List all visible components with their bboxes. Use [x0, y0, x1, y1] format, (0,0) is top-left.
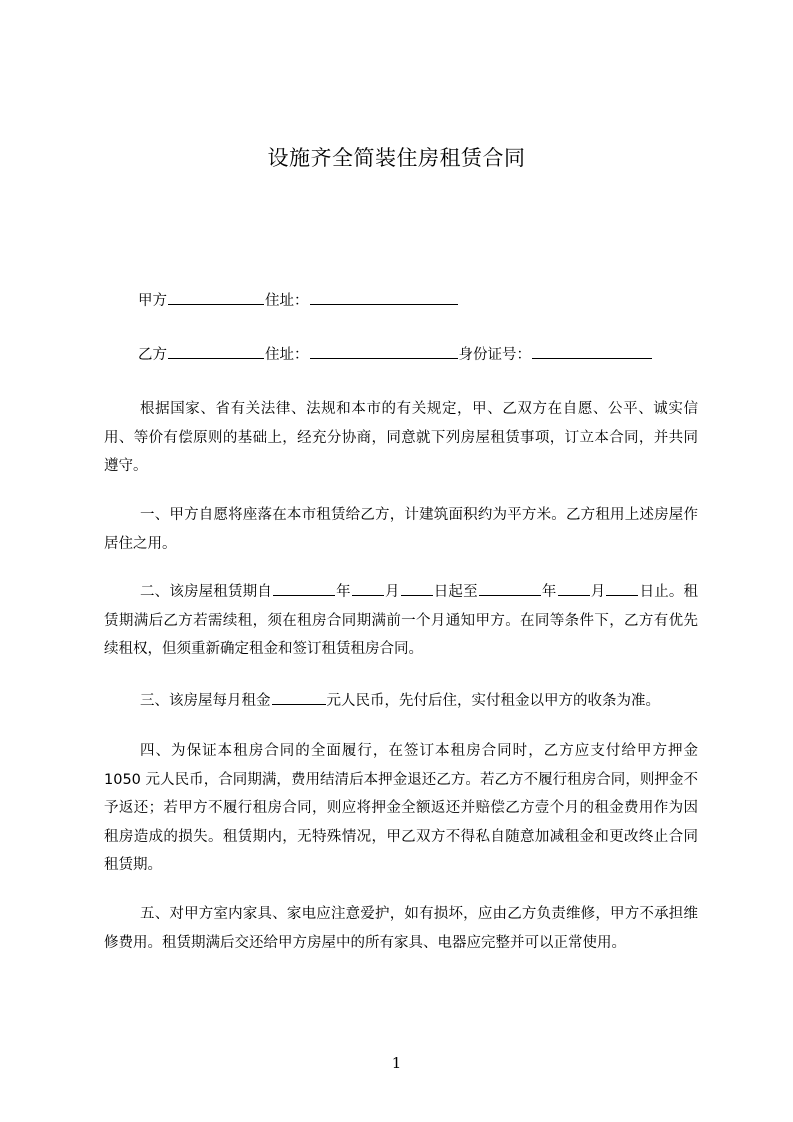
party-a-address-blank[interactable]: [310, 290, 458, 305]
start-year-blank[interactable]: [273, 581, 335, 596]
party-b-label: 乙方: [138, 347, 167, 363]
party-a-name-blank[interactable]: [168, 290, 264, 305]
clause-2-end-day-label: 日止。: [639, 584, 684, 600]
clause-3-suffix: 元人民币，先付后住，实付租金以甲方的收条为准。: [326, 693, 660, 709]
end-month-blank[interactable]: [558, 581, 590, 596]
monthly-rent-blank[interactable]: [272, 690, 326, 705]
party-a-line: [138, 290, 459, 311]
party-b-id-label: 身份证号：: [458, 347, 531, 363]
clause-3-prefix: 三、该房屋每月租金: [140, 693, 271, 709]
clause-2-rest: 租赁期满后乙方若需续租，须在租房合同期满前一个月通知甲方。在同等条件下，乙方有优先续租权，但须重新确定租金和签订租赁租房合同。: [104, 584, 698, 657]
party-b-id-blank[interactable]: [532, 344, 652, 359]
clause-2-end-year-label: 年: [541, 584, 557, 600]
party-b-address-label: 住址：: [265, 347, 309, 363]
clause-1: 一、甲方自愿将座落在本市租赁给乙方，计建筑面积约为平方米。乙方租用上述房屋作居住之用。: [104, 507, 698, 552]
clause-2-month-label: 月: [384, 584, 400, 600]
party-a-label: 甲方: [138, 293, 167, 309]
clause-4: 四、为保证本租房合同的全面履行，在签订本租房合同时，乙方应支付给甲方押金 1050 元人民币，合同期满，费用结清后本押金退还乙方。若乙方不履行租房合同，则押金不予返还；若甲方不履行租房合同，则应将押金全额返还并赔偿乙方壹个月的租金费用作为因租房造成的损失。租赁期内，无特殊情况，甲乙双方不得私自随意加减租金和更改终止合同租赁期。: [104, 743, 698, 873]
end-year-blank[interactable]: [479, 581, 541, 596]
clause-2: [104, 578, 698, 664]
page-number: 1: [391, 1054, 402, 1072]
clause-5: 五、对甲方室内家具、家电应注意爱护，如有损坏，应由乙方负责维修，甲方不承担维修费用。租赁期满后交还给甲方房屋中的所有家具、电器应完整并可以正常使用。: [104, 906, 698, 951]
clause-3: [104, 687, 698, 716]
start-day-blank[interactable]: [401, 581, 433, 596]
end-day-blank[interactable]: [606, 581, 638, 596]
clause-2-prefix: 二、该房屋租赁期自: [140, 584, 272, 600]
clause-2-day-label: 日起至: [433, 584, 478, 600]
clause-2-year-label: 年: [335, 584, 351, 600]
document-title: 设施齐全简装住房租赁合同: [267, 146, 526, 170]
party-b-line: [138, 344, 653, 365]
party-b-address-blank[interactable]: [310, 344, 458, 359]
party-a-address-label: 住址：: [265, 293, 309, 309]
start-month-blank[interactable]: [352, 581, 384, 596]
clause-2-end-month-label: 月: [590, 584, 606, 600]
party-b-name-blank[interactable]: [168, 344, 264, 359]
intro-paragraph: 根据国家、省有关法律、法规和本市的有关规定，甲、乙双方在自愿、公平、诚实信用、等价有偿原则的基础上，经充分协商，同意就下列房屋租赁事项，订立本合同，并共同遵守。: [104, 401, 698, 474]
